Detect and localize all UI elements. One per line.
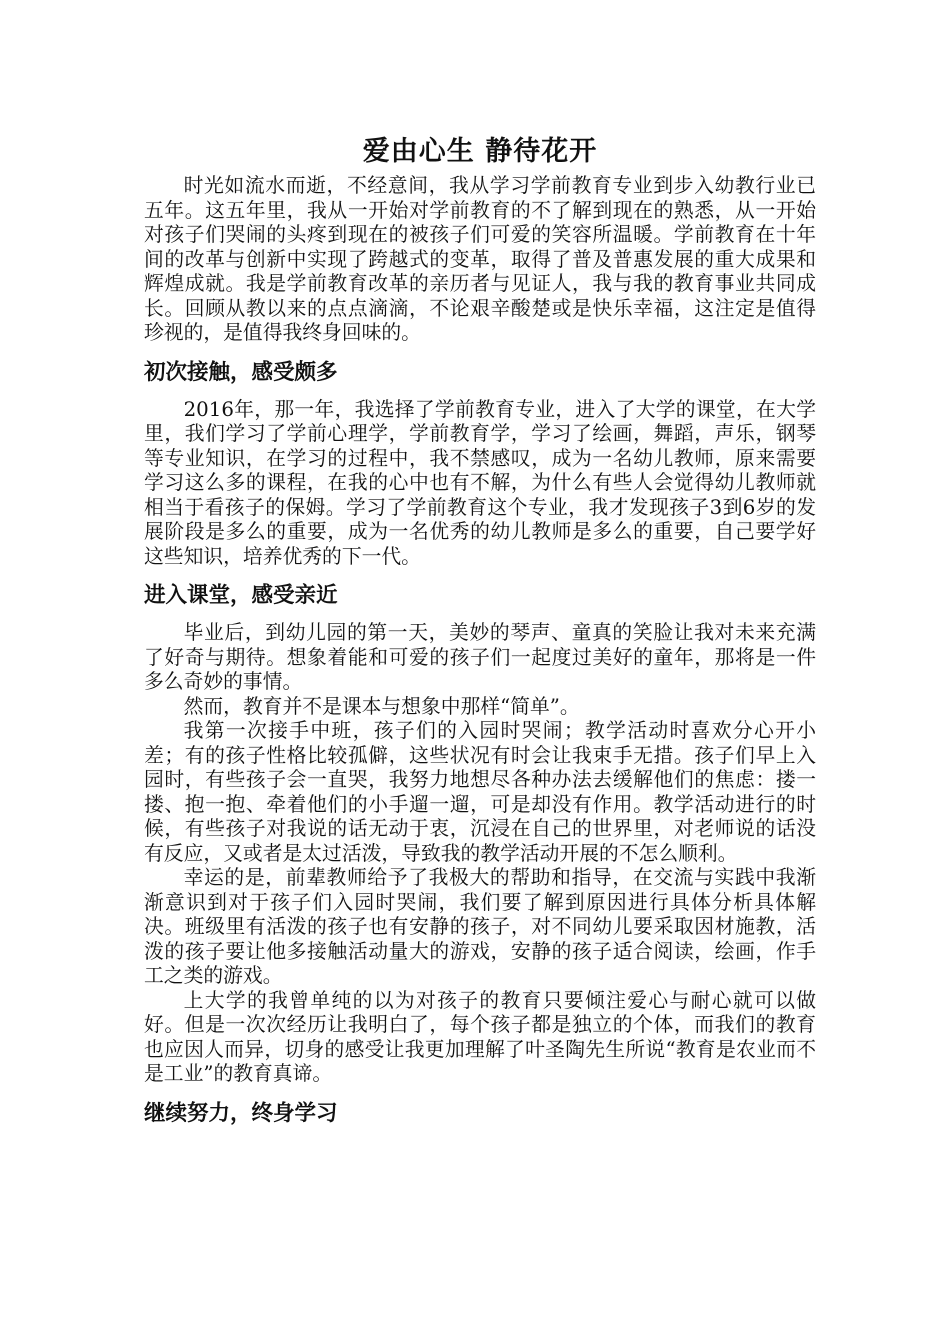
- body-paragraph: 幸运的是，前辈教师给予了我极大的帮助和指导，在交流与实践中我渐渐意识到对于孩子们入园时哭闹，我们要了解到原因进行具体分析具体解决。班级里有活泼的孩子也有安静的孩子，对不同幼儿要采取因材施教，活泼的孩子要让他多接触活动量大的游戏，安静的孩子适合阅读，绘画，作手工之类的游戏。: [144, 866, 816, 987]
- section-heading: 继续努力，终身学习: [144, 1100, 338, 1126]
- section-first-contact: [144, 358, 816, 570]
- section-lifelong-learning: [144, 1099, 816, 1129]
- body-paragraph: 我第一次接手中班，孩子们的入园时哭闹；教学活动时喜欢分心开小差；有的孩子性格比较孤僻，这些状况有时会让我束手无措。孩子们早上入园时，有些孩子会一直哭，我努力地想尽各种办法去缓解他们的焦虑：搂一搂、抱一抱、牵着他们的小手遛一遛，可是却没有作用。教学活动进行的时候，有些孩子对我说的话无动于衷，沉浸在自己的世界里，对老师说的话没有反应，又或者是太过活泼，导致我的教学活动开展的不怎么顺利。: [144, 719, 816, 865]
- body-paragraph: 毕业后，到幼儿园的第一天，美妙的琴声、童真的笑脸让我对未来充满了好奇与期待。想象着能和可爱的孩子们一起度过美好的童年，那将是一件多么奇妙的事情。: [144, 621, 816, 693]
- section-heading: 初次接触，感受颇多: [144, 359, 338, 385]
- body-paragraph: 上大学的我曾单纯的以为对孩子的教育只要倾注爱心与耐心就可以做好。但是一次次经历让我明白了，每个孩子都是独立的个体，而我们的教育也应因人而异，切身的感受让我更加理解了叶圣陶先生所说“教育是农业而不是工业”的教育真谛。: [144, 988, 816, 1085]
- document-title: 爱由心生 静待花开: [362, 136, 598, 167]
- body-paragraph: 然而，教育并不是课本与想象中那样“简单”。: [183, 694, 580, 718]
- intro-paragraph: 时光如流水而逝，不经意间，我从学习学前教育专业到步入幼教行业已五年。这五年里，我从一开始对学前教育的不了解到现在的熟悉，从一开始对孩子们哭闹的头疼到现在的被孩子们可爱的笑容所温暖。学前教育在十年间的改革与创新中实现了跨越式的变革，取得了普及普惠发展的重大成果和辉煌成就。我是学前教育改革的亲历者与见证人，我与我的教育事业共同成长。回顾从教以来的点点滴滴，不论艰辛酸楚或是快乐幸福，这注定是值得珍视的，是值得我终身回味的。: [144, 174, 816, 344]
- section-heading: 进入课堂，感受亲近: [144, 583, 338, 608]
- document-page: [144, 132, 816, 1139]
- body-paragraph: 2016年，那一年，我选择了学前教育专业，进入了大学的课堂，在大学里，我们学习了学前心理学，学前教育学，学习了绘画，舞蹈，声乐，钢琴等专业知识，在学习的过程中，我不禁感叹，成为一名幼儿教师，原来需要学习这么多的课程，在我的心中也有不解，为什么有些人会觉得幼儿教师就相当于看孩子的保姆。学习了学前教育这个专业，我才发现孩子3到6岁的发展阶段是多么的重要，成为一名优秀的幼儿教师是多么的重要，自己要学好这些知识，培养优秀的下一代。: [144, 397, 816, 568]
- section-classroom: [144, 581, 816, 1087]
